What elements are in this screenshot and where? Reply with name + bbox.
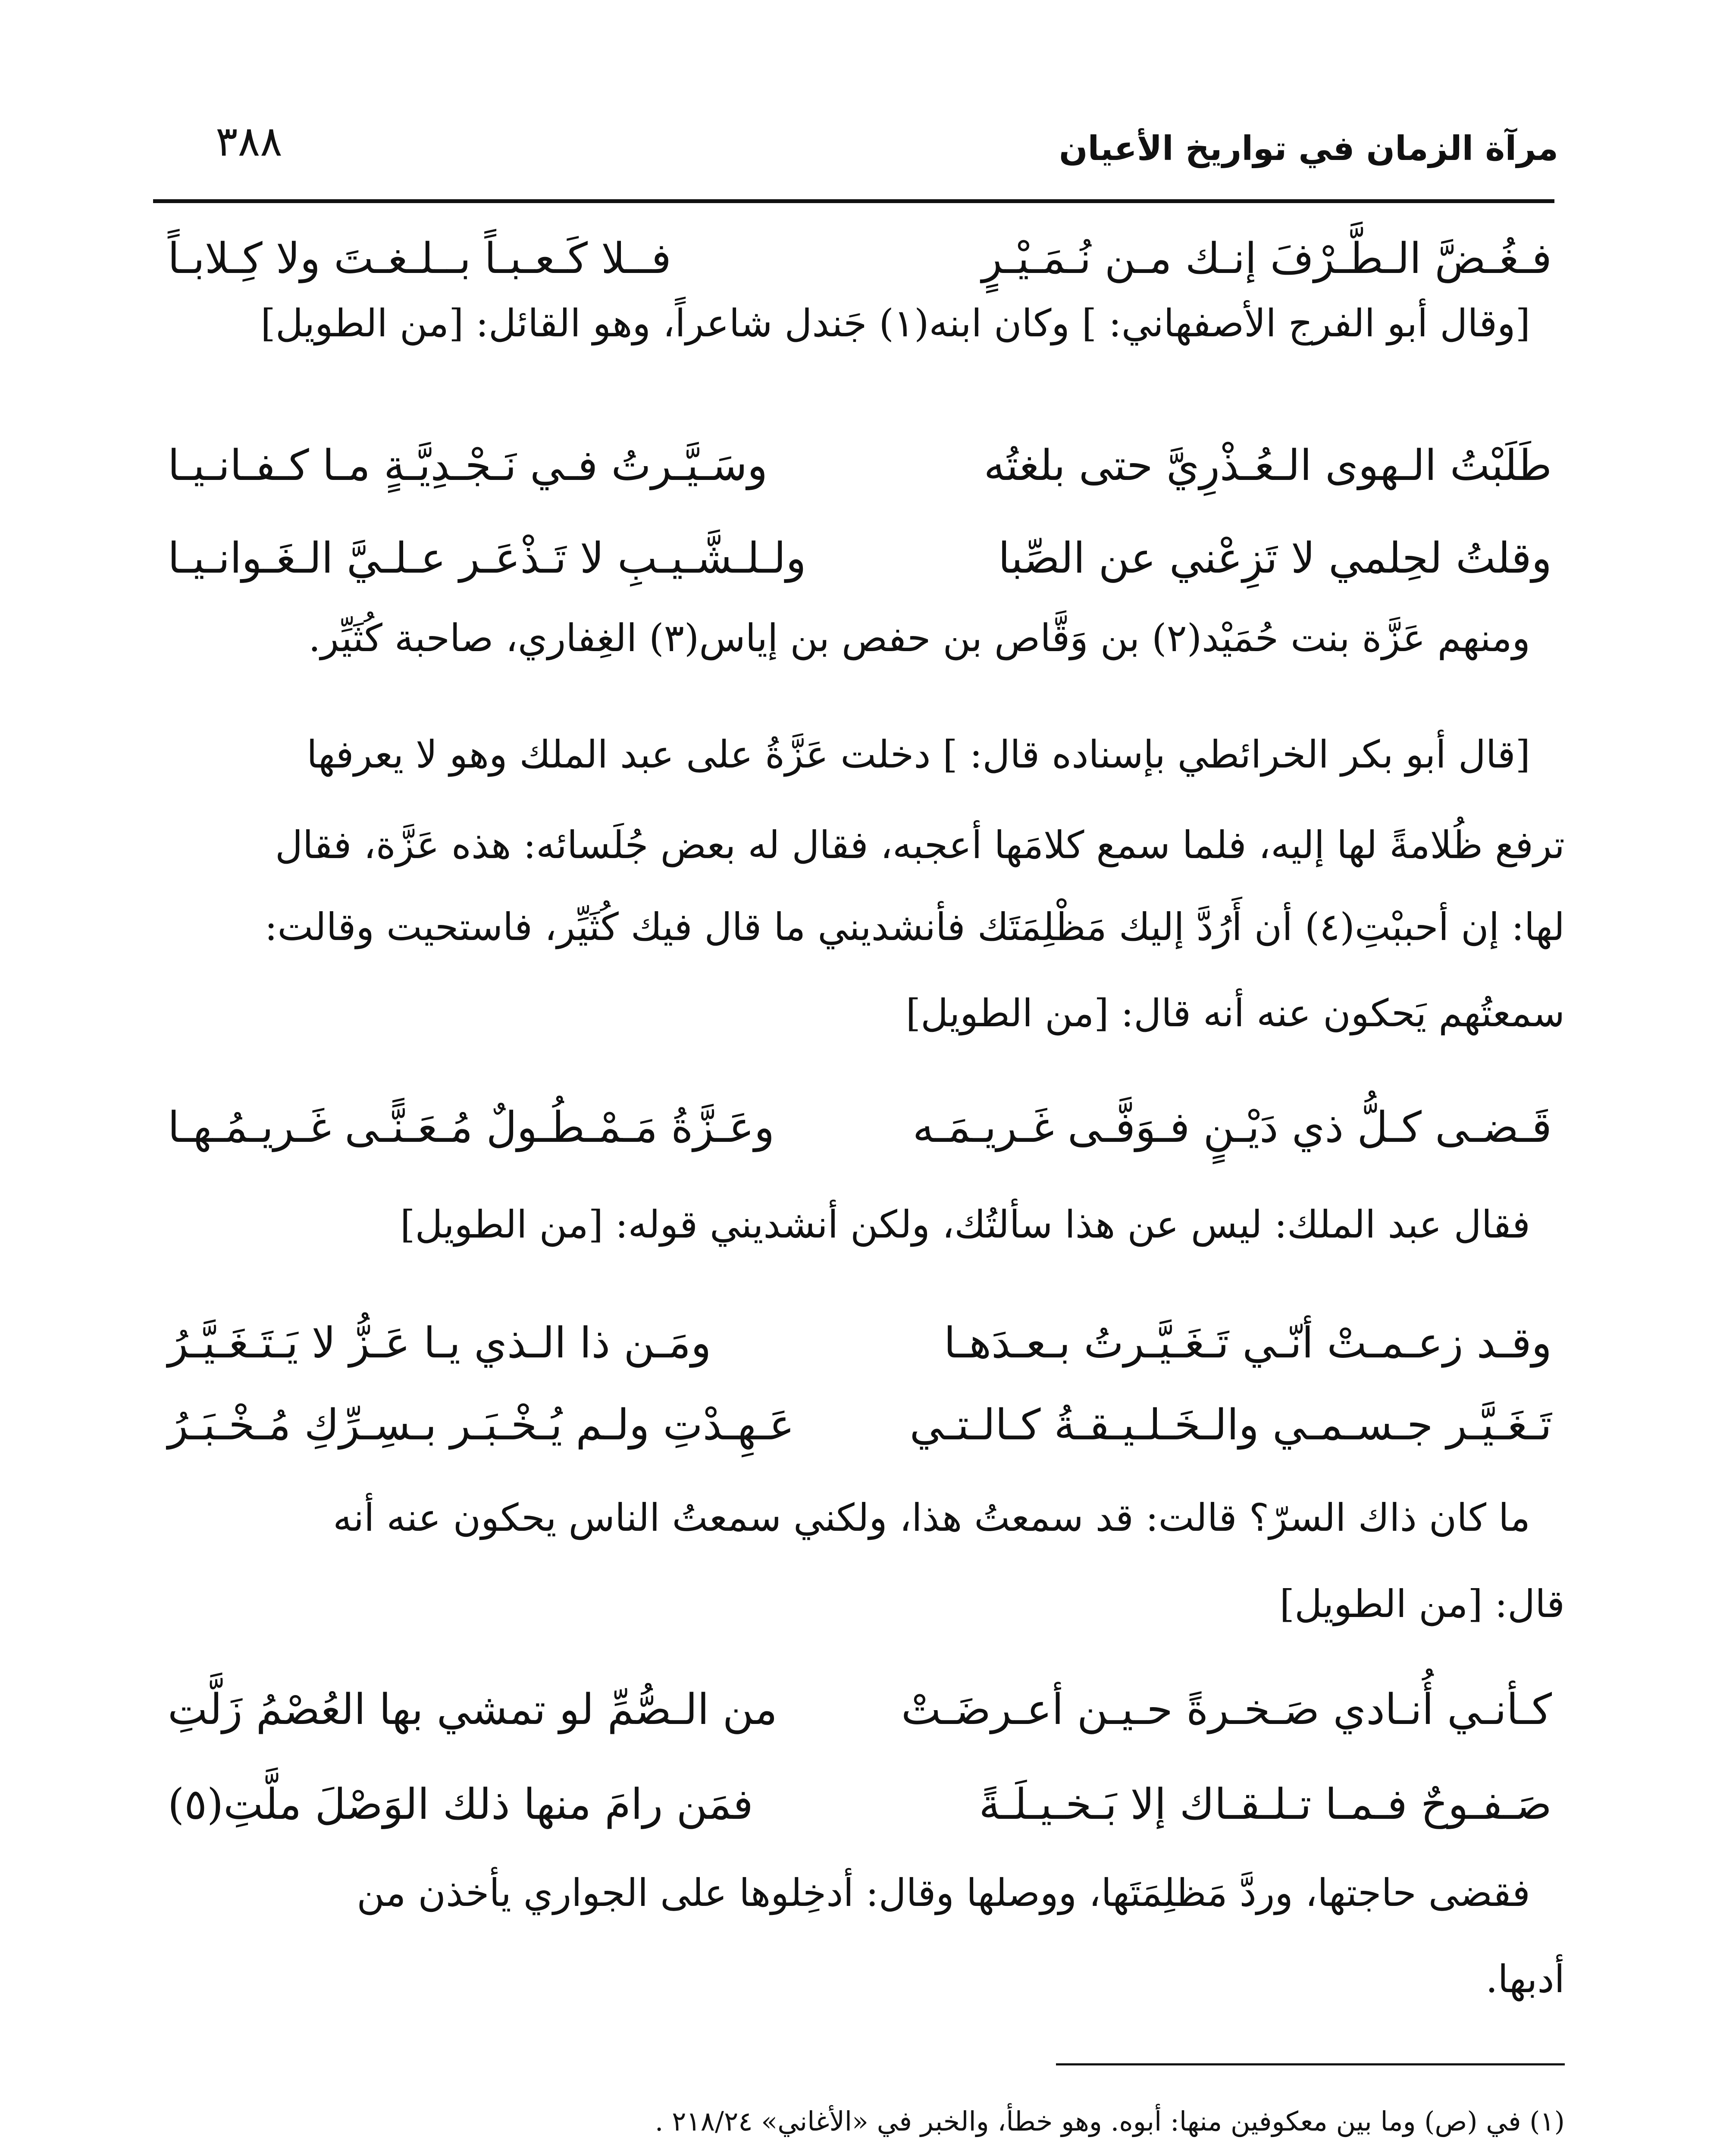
verse-1-first-hemistich: فـغُـضَّ الـطَّـرْفَ إنـك مـن نُـمَـيْـرٍ — [981, 234, 1552, 283]
verse-6-second-hemistich: عَـهِـدْتِ ولـم يُـخْـبَـر بـسِـرِّكِ مُـخْـبَـرُ — [168, 1401, 795, 1450]
verse-4-second-hemistich: وعَـزَّةُ مَـمْـطُـولٌ مُـعَـنًّـى غَـريـمُـهـا — [168, 1103, 775, 1152]
verse-8-first-hemistich: صَـفـوحٌ فـمـا تـلـقـاك إلا بَـخـيـلَـةً — [979, 1780, 1552, 1829]
verse-5-second-hemistich: ومَـن ذا الـذي يـا عَـزُّ لا يَـتَـغَـيَّـرُ — [168, 1319, 711, 1368]
verse-4-first-hemistich: قَـضـى كـلُّ ذي دَيْـنٍ فـوَفَّـى غَـريـمَـه — [912, 1103, 1552, 1152]
header-rule — [153, 199, 1554, 203]
footnote-2 — [172, 2152, 1565, 2156]
paragraph-3-line-3: لها: إن أحببْتِ(٤) أن أَرُدَّ إليك مَظْلِمَتَك فأنشديني ما قال فيك كُثَيِّر، فاستحيت وقالت: — [264, 905, 1565, 949]
paragraph-3-line-4: سمعتُهم يَحكون عنه أنه قال: [من الطويل] — [905, 991, 1565, 1035]
verse-7-first-hemistich: كـأنـي أُنـادي صَـخـرةً حـيـن أعـرضَـتْ — [901, 1685, 1552, 1734]
verse-1-second-hemistich: فــلا كَـعـبـاً بــلـغـتَ ولا كِـلابـاً — [168, 234, 671, 283]
paragraph-1: [وقال أبو الفرج الأصفهاني: ] وكان ابنه(١) جَندل شاعراً، وهو القائل: [من الطويل] — [260, 301, 1530, 345]
verse-2-first-hemistich: طَلَبْتُ الـهوى الـعُـذْرِيَّ حتى بلغتُه — [984, 441, 1552, 490]
paragraph-5-line-1: ما كان ذاك السرّ؟ قالت: قد سمعتُ هذا، ولكني سمعتُ الناس يحكون عنه أنه — [333, 1495, 1530, 1540]
paragraph-2: ومنهم عَزَّة بنت حُمَيْد(٢) بن وَقَّاص بن حفص بن إياس(٣) الغِفاري، صاحبة كُثَيِّر. — [308, 616, 1530, 660]
footnote-rule — [1056, 2063, 1565, 2065]
verse-8-second-hemistich: فمَن رامَ منها ذلك الوَصْلَ ملَّتِ(٥) — [168, 1780, 753, 1829]
paragraph-5-line-2: قال: [من الطويل] — [1279, 1582, 1565, 1626]
paragraph-6-line-2: أدبها. — [1485, 1957, 1565, 2001]
paragraph-6-line-1: فقضى حاجتها، وردَّ مَظلِمَتَها، ووصلها وقال: أدخِلوها على الجواري يأخذن من — [357, 1871, 1530, 1915]
verse-5-first-hemistich: وقـد زعـمـتْ أنّـي تَـغَـيَّـرتُ بـعـدَهـا — [943, 1319, 1552, 1368]
paragraph-3-line-1: [قال أبو بكر الخرائطي بإسناده قال: ] دخلت عَزَّةُ على عبد الملك وهو لا يعرفها — [307, 732, 1530, 777]
footnote-1: (١) في (ص) وما بين معكوفين منها: أبوه. وهو خطأ، والخبر في «الأغاني» ٢١٨/٢٤ . — [655, 2106, 1565, 2137]
paragraph-4: فقال عبد الملك: ليس عن هذا سألتُك، ولكن أنشديني قوله: [من الطويل] — [400, 1202, 1530, 1247]
verse-6-first-hemistich: تَـغَـيَّـر جـسـمـي والـخَـلـيـقـةُ كـالـتـي — [909, 1401, 1552, 1450]
page-number: ٣٨٨ — [216, 117, 282, 166]
verse-3-first-hemistich: وقلتُ لحِلمي لا تَزِعْني عن الصِّبا — [998, 534, 1552, 583]
verse-2-second-hemistich: وسَـيَّـرتُ فـي نَـجْـدِيَّـةٍ مـا كـفـانـيـا — [168, 441, 768, 490]
verse-3-second-hemistich: ولـلـشَّـيـبِ لا تَـذْعَـر عـلـيَّ الـغَـوانـيـا — [168, 534, 806, 583]
paragraph-3-line-2: ترفع ظُلامةً لها إليه، فلما سمع كلامَها أعجبه، فقال له بعض جُلَسائه: هذه عَزَّة، فقال — [275, 823, 1565, 867]
verse-7-second-hemistich: من الـصُّمِّ لو تمشي بها العُصْمُ زَلَّتِ — [168, 1685, 777, 1734]
running-title: مرآة الزمان في تواريخ الأعيان — [1059, 129, 1558, 168]
